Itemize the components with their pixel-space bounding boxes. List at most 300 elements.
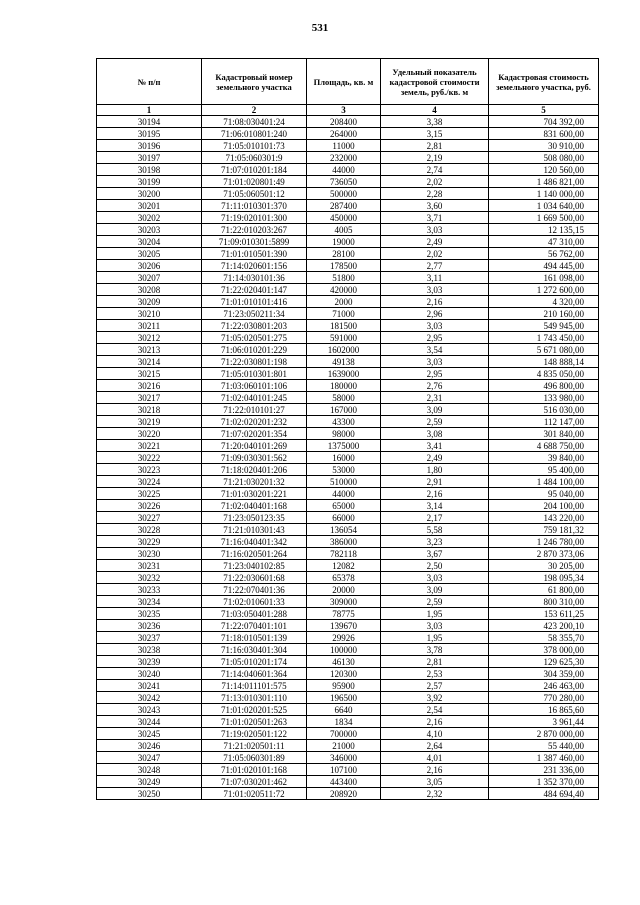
row-number-cell: 30221 [97,440,202,452]
cadastral-cost-cell: 47 310,00 [489,236,599,248]
area-cell: 28100 [307,248,381,260]
table-body [97,116,599,800]
unit-value-cell: 3,09 [381,584,489,596]
cadastral-number-cell: 71:02:040101:245 [202,392,307,404]
unit-value-cell: 3,14 [381,500,489,512]
row-number-cell: 30219 [97,416,202,428]
table-row [97,416,599,428]
cadastral-number-cell: 71:06:010201:229 [202,344,307,356]
area-cell: 181500 [307,320,381,332]
area-cell: 78775 [307,608,381,620]
unit-value-cell: 2,16 [381,488,489,500]
cadastral-number-cell: 71:01:020801:49 [202,176,307,188]
table-row [97,200,599,212]
unit-value-cell: 3,05 [381,776,489,788]
area-cell: 44000 [307,488,381,500]
cadastral-cost-cell: 4 320,00 [489,296,599,308]
table-row [97,728,599,740]
cadastral-cost-cell: 148 888,14 [489,356,599,368]
table-row [97,272,599,284]
area-cell: 420000 [307,284,381,296]
cadastral-number-cell: 71:03:060101:106 [202,380,307,392]
unit-value-cell: 2,59 [381,416,489,428]
table-row [97,704,599,716]
table-row [97,680,599,692]
table-row [97,128,599,140]
cadastral-cost-cell: 153 611,25 [489,608,599,620]
cadastral-number-cell: 71:23:050211:34 [202,308,307,320]
area-cell: 16000 [307,452,381,464]
row-number-cell: 30248 [97,764,202,776]
column-number: 4 [381,105,489,116]
unit-value-cell: 3,03 [381,620,489,632]
table-row [97,560,599,572]
area-cell: 136054 [307,524,381,536]
cadastral-cost-cell: 770 280,00 [489,692,599,704]
unit-value-cell: 2,59 [381,596,489,608]
area-cell: 11000 [307,140,381,152]
row-number-cell: 30246 [97,740,202,752]
row-number-cell: 30211 [97,320,202,332]
unit-value-cell: 2,64 [381,740,489,752]
table-row [97,356,599,368]
column-number: 2 [202,105,307,116]
table-row [97,236,599,248]
row-number-cell: 30227 [97,512,202,524]
cadastral-number-cell: 71:22:070401:101 [202,620,307,632]
area-cell: 29926 [307,632,381,644]
area-cell: 232000 [307,152,381,164]
row-number-cell: 30213 [97,344,202,356]
cadastral-cost-cell: 133 980,00 [489,392,599,404]
cadastral-number-cell: 71:18:010501:139 [202,632,307,644]
cadastral-cost-cell: 800 310,00 [489,596,599,608]
row-number-cell: 30196 [97,140,202,152]
row-number-cell: 30197 [97,152,202,164]
table-row [97,620,599,632]
row-number-cell: 30247 [97,752,202,764]
cadastral-number-cell: 71:05:060501:12 [202,188,307,200]
cadastral-cost-cell: 831 600,00 [489,128,599,140]
cadastre-table [96,58,599,800]
cadastral-number-cell: 71:14:020601:156 [202,260,307,272]
cadastral-cost-cell: 16 865,60 [489,704,599,716]
cadastral-cost-cell: 301 840,00 [489,428,599,440]
area-cell: 1639000 [307,368,381,380]
area-cell: 66000 [307,512,381,524]
area-cell: 95900 [307,680,381,692]
page-number: 531 [311,22,329,34]
cadastral-cost-cell: 58 355,70 [489,632,599,644]
cadastral-cost-cell: 1 034 640,00 [489,200,599,212]
unit-value-cell: 3,03 [381,320,489,332]
cadastral-cost-cell: 2 870 373,06 [489,548,599,560]
row-number-cell: 30203 [97,224,202,236]
area-cell: 510000 [307,476,381,488]
row-number-cell: 30225 [97,488,202,500]
area-cell: 43300 [307,416,381,428]
cadastral-number-cell: 71:22:030601:68 [202,572,307,584]
unit-value-cell: 2,74 [381,164,489,176]
cadastral-number-cell: 71:19:020101:300 [202,212,307,224]
table-row [97,776,599,788]
table-row [97,224,599,236]
cadastral-cost-cell: 1 352 370,00 [489,776,599,788]
table-row [97,452,599,464]
area-cell: 4005 [307,224,381,236]
unit-value-cell: 2,49 [381,452,489,464]
cadastral-number-cell: 71:05:020501:275 [202,332,307,344]
cadastral-cost-cell: 304 359,00 [489,668,599,680]
cadastral-cost-cell: 204 100,00 [489,500,599,512]
cadastral-number-cell: 71:02:010601:33 [202,596,307,608]
col-header-number: № п/п [97,59,202,105]
table-row [97,524,599,536]
cadastral-number-cell: 71:05:010301:801 [202,368,307,380]
area-cell: 500000 [307,188,381,200]
unit-value-cell: 3,03 [381,572,489,584]
area-cell: 700000 [307,728,381,740]
row-number-cell: 30216 [97,380,202,392]
cadastral-number-cell: 71:09:030301:562 [202,452,307,464]
unit-value-cell: 3,09 [381,404,489,416]
col-header-unit-value: Удельный показатель кадастровой стоимости земель, руб./кв. м [381,59,489,105]
table-row [97,644,599,656]
row-number-cell: 30217 [97,392,202,404]
cadastral-number-cell: 71:07:030201:462 [202,776,307,788]
cadastral-cost-cell: 508 080,00 [489,152,599,164]
unit-value-cell: 2,53 [381,668,489,680]
cadastral-cost-cell: 4 835 050,00 [489,368,599,380]
cadastral-number-cell: 71:01:030201:221 [202,488,307,500]
unit-value-cell: 2,91 [381,476,489,488]
row-number-cell: 30212 [97,332,202,344]
unit-value-cell: 3,03 [381,224,489,236]
cadastral-cost-cell: 95 040,00 [489,488,599,500]
area-cell: 139670 [307,620,381,632]
row-number-cell: 30230 [97,548,202,560]
cadastral-cost-cell: 198 095,34 [489,572,599,584]
table-row [97,428,599,440]
cadastral-number-cell: 71:22:010203:267 [202,224,307,236]
area-cell: 98000 [307,428,381,440]
cadastral-cost-cell: 423 200,10 [489,620,599,632]
cadastral-cost-cell: 161 098,00 [489,272,599,284]
area-cell: 19000 [307,236,381,248]
cadastral-cost-cell: 5 671 080,00 [489,344,599,356]
row-number-cell: 30208 [97,284,202,296]
area-cell: 1602000 [307,344,381,356]
cadastral-cost-cell: 231 336,00 [489,764,599,776]
cadastral-number-cell: 71:22:030801:203 [202,320,307,332]
col-header-cadastral-cost: Кадастровая стоимость земельного участка, руб. [489,59,599,105]
col-header-cadastral-number: Кадастровый номер земельного участка [202,59,307,105]
cadastral-number-cell: 71:22:010101:27 [202,404,307,416]
table-row [97,488,599,500]
table-row [97,116,599,128]
row-number-cell: 30236 [97,620,202,632]
unit-value-cell: 4,01 [381,752,489,764]
row-number-cell: 30198 [97,164,202,176]
unit-value-cell: 2,95 [381,332,489,344]
unit-value-cell: 3,11 [381,272,489,284]
row-number-cell: 30206 [97,260,202,272]
row-number-cell: 30250 [97,788,202,800]
unit-value-cell: 3,71 [381,212,489,224]
unit-value-cell: 3,78 [381,644,489,656]
cadastral-cost-cell: 704 392,00 [489,116,599,128]
area-cell: 58000 [307,392,381,404]
cadastral-cost-cell: 112 147,00 [489,416,599,428]
cadastral-cost-cell: 1 743 450,00 [489,332,599,344]
table-row [97,596,599,608]
row-number-cell: 30245 [97,728,202,740]
table-row [97,392,599,404]
area-cell: 51800 [307,272,381,284]
unit-value-cell: 3,60 [381,200,489,212]
table-row [97,608,599,620]
area-cell: 180000 [307,380,381,392]
unit-value-cell: 3,15 [381,128,489,140]
cadastral-cost-cell: 143 220,00 [489,512,599,524]
cadastral-number-cell: 71:22:070401:36 [202,584,307,596]
area-cell: 782118 [307,548,381,560]
cadastral-number-cell: 71:07:010201:184 [202,164,307,176]
table-row [97,332,599,344]
row-number-cell: 30235 [97,608,202,620]
area-cell: 196500 [307,692,381,704]
area-cell: 71000 [307,308,381,320]
table-row [97,752,599,764]
unit-value-cell: 1,80 [381,464,489,476]
unit-value-cell: 3,54 [381,344,489,356]
area-cell: 20000 [307,584,381,596]
cadastral-number-cell: 71:09:010301:5899 [202,236,307,248]
cadastral-number-cell: 71:05:010201:174 [202,656,307,668]
unit-value-cell: 2,02 [381,176,489,188]
cadastral-cost-cell: 378 000,00 [489,644,599,656]
unit-value-cell: 3,08 [381,428,489,440]
cadastral-number-cell: 71:01:010501:390 [202,248,307,260]
table-row [97,404,599,416]
cadastral-cost-cell: 61 800,00 [489,584,599,596]
area-cell: 591000 [307,332,381,344]
cadastral-cost-cell: 1 246 780,00 [489,536,599,548]
cadastral-number-cell: 71:11:010301:370 [202,200,307,212]
area-cell: 386000 [307,536,381,548]
unit-value-cell: 2,16 [381,296,489,308]
cadastral-cost-cell: 120 560,00 [489,164,599,176]
row-number-cell: 30231 [97,560,202,572]
unit-value-cell: 3,92 [381,692,489,704]
cadastral-cost-cell: 484 694,40 [489,788,599,800]
area-cell: 100000 [307,644,381,656]
cadastral-cost-cell: 30 205,00 [489,560,599,572]
table-row [97,656,599,668]
cadastral-number-cell: 71:23:040102:85 [202,560,307,572]
unit-value-cell: 2,17 [381,512,489,524]
cadastral-cost-cell: 1 272 600,00 [489,284,599,296]
row-number-cell: 30239 [97,656,202,668]
row-number-cell: 30240 [97,668,202,680]
cadastral-number-cell: 71:21:020501:11 [202,740,307,752]
cadastral-number-cell: 71:02:040401:168 [202,500,307,512]
area-cell: 208400 [307,116,381,128]
table-row [97,212,599,224]
table-row [97,248,599,260]
area-cell: 736050 [307,176,381,188]
unit-value-cell: 2,02 [381,248,489,260]
cadastral-number-cell: 71:16:040401:342 [202,536,307,548]
area-cell: 443400 [307,776,381,788]
area-cell: 120300 [307,668,381,680]
cadastral-cost-cell: 39 840,00 [489,452,599,464]
cadastral-cost-cell: 516 030,00 [489,404,599,416]
table-row [97,476,599,488]
row-number-cell: 30210 [97,308,202,320]
unit-value-cell: 2,81 [381,140,489,152]
cadastral-cost-cell: 1 486 821,00 [489,176,599,188]
cadastral-number-cell: 71:14:011101:575 [202,680,307,692]
row-number-cell: 30205 [97,248,202,260]
row-number-cell: 30234 [97,596,202,608]
unit-value-cell: 2,54 [381,704,489,716]
table-row [97,284,599,296]
table-row [97,668,599,680]
area-cell: 65378 [307,572,381,584]
table-row [97,584,599,596]
row-number-cell: 30202 [97,212,202,224]
cadastral-number-cell: 71:01:010101:416 [202,296,307,308]
cadastral-cost-cell: 129 625,30 [489,656,599,668]
table-row [97,344,599,356]
row-number-cell: 30194 [97,116,202,128]
row-number-cell: 30226 [97,500,202,512]
table-row [97,320,599,332]
unit-value-cell: 2,57 [381,680,489,692]
row-number-cell: 30204 [97,236,202,248]
unit-value-cell: 2,77 [381,260,489,272]
cadastral-number-cell: 71:21:010301:43 [202,524,307,536]
cadastral-cost-cell: 55 440,00 [489,740,599,752]
row-number-cell: 30249 [97,776,202,788]
table-row [97,176,599,188]
cadastral-cost-cell: 95 400,00 [489,464,599,476]
area-cell: 21000 [307,740,381,752]
cadastral-number-cell: 71:18:020401:206 [202,464,307,476]
cadastral-cost-cell: 759 181,32 [489,524,599,536]
unit-value-cell: 1,95 [381,632,489,644]
unit-value-cell: 2,50 [381,560,489,572]
area-cell: 178500 [307,260,381,272]
cadastral-number-cell: 71:21:030201:32 [202,476,307,488]
unit-value-cell: 5,58 [381,524,489,536]
cadastral-number-cell: 71:03:050401:288 [202,608,307,620]
table-row [97,152,599,164]
cadastral-number-cell: 71:14:030101:36 [202,272,307,284]
table-row [97,140,599,152]
cadastral-cost-cell: 549 945,00 [489,320,599,332]
area-cell: 6640 [307,704,381,716]
cadastral-cost-cell: 2 870 000,00 [489,728,599,740]
row-number-cell: 30209 [97,296,202,308]
cadastral-number-cell: 71:05:060301:89 [202,752,307,764]
cadastral-number-cell: 71:13:010301:110 [202,692,307,704]
row-number-cell: 30201 [97,200,202,212]
cadastral-cost-cell: 1 140 000,00 [489,188,599,200]
table-row [97,308,599,320]
cadastral-number-cell: 71:16:020501:264 [202,548,307,560]
unit-value-cell: 2,32 [381,788,489,800]
table-row [97,512,599,524]
unit-value-cell: 2,49 [381,236,489,248]
unit-value-cell: 3,38 [381,116,489,128]
column-number: 5 [489,105,599,116]
unit-value-cell: 3,67 [381,548,489,560]
area-cell: 46130 [307,656,381,668]
table-row [97,464,599,476]
cadastral-number-cell: 71:20:040101:269 [202,440,307,452]
row-number-cell: 30195 [97,128,202,140]
unit-value-cell: 3,41 [381,440,489,452]
table-row [97,260,599,272]
column-number: 3 [307,105,381,116]
column-number-row [97,105,599,116]
cadastral-number-cell: 71:16:030401:304 [202,644,307,656]
cadastral-cost-cell: 1 484 100,00 [489,476,599,488]
unit-value-cell: 2,96 [381,308,489,320]
row-number-cell: 30233 [97,584,202,596]
row-number-cell: 30224 [97,476,202,488]
table-row [97,440,599,452]
table-row [97,380,599,392]
cadastral-number-cell: 71:14:040601:364 [202,668,307,680]
area-cell: 107100 [307,764,381,776]
table-row [97,788,599,800]
table-row [97,548,599,560]
row-number-cell: 30232 [97,572,202,584]
cadastral-number-cell: 71:22:020401:147 [202,284,307,296]
row-number-cell: 30244 [97,716,202,728]
cadastral-number-cell: 71:07:020201:354 [202,428,307,440]
unit-value-cell: 2,95 [381,368,489,380]
cadastral-number-cell: 71:06:010801:240 [202,128,307,140]
header-row [97,59,599,105]
cadastral-cost-cell: 30 910,00 [489,140,599,152]
row-number-cell: 30214 [97,356,202,368]
row-number-cell: 30223 [97,464,202,476]
cadastral-cost-cell: 4 688 750,00 [489,440,599,452]
area-cell: 346000 [307,752,381,764]
area-cell: 1834 [307,716,381,728]
col-header-area: Площадь, кв. м [307,59,381,105]
row-number-cell: 30215 [97,368,202,380]
table-row [97,740,599,752]
table-row [97,764,599,776]
table-row [97,296,599,308]
cadastral-number-cell: 71:01:020101:168 [202,764,307,776]
unit-value-cell: 2,19 [381,152,489,164]
area-cell: 309000 [307,596,381,608]
cadastral-cost-cell: 246 463,00 [489,680,599,692]
area-cell: 44000 [307,164,381,176]
cadastral-number-cell: 71:23:050123:35 [202,512,307,524]
row-number-cell: 30222 [97,452,202,464]
table-row [97,164,599,176]
cadastral-number-cell: 71:01:020501:263 [202,716,307,728]
row-number-cell: 30238 [97,644,202,656]
area-cell: 287400 [307,200,381,212]
